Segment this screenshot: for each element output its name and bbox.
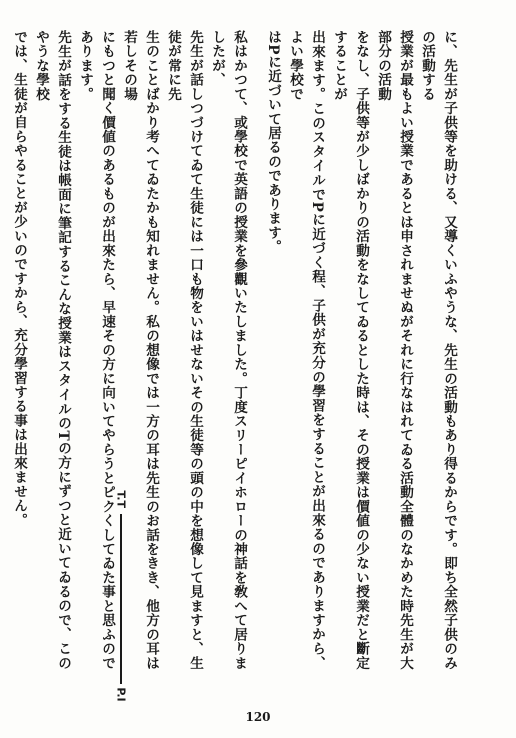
text-line: 授業が最もよい授業であるとは申されませぬがそれに行なはれてゐる活動全體のなかめた時先生が大部分の活動	[375, 30, 413, 670]
diagram-label-p: P.I	[114, 687, 128, 702]
text-line: に、先生が子供等を助ける、又導くいふやうな、先生の活動もあり得るからです。即ち全然子供のみの活動する	[419, 30, 457, 670]
body-text	[0, 30, 460, 670]
text-line: 出來ます。このスタイルでPに近づく程、子供が充分の學習をすることが出來るのでありますから、よい學校で	[287, 30, 325, 670]
page-number: 120	[245, 710, 271, 724]
text-line: 先生が話をする生徒は帳面に筆記するこんな授業はスタイルのTの方にずつと近いてゐるので、このやうな學校	[33, 30, 71, 670]
diagram-label-t: T.T	[114, 490, 128, 509]
text-line: 私はかつて、或學校で英語の授業を參觀いたしました。丁度スリーピイホローの神話を敎へて居りましたが、	[209, 30, 247, 670]
style-diagram	[110, 490, 132, 710]
text-line: では、生徒が自らやることが少いのですから、充分學習する事は出來ません。	[11, 30, 27, 527]
diagram-rule	[120, 514, 122, 684]
paragraph-break	[250, 30, 262, 670]
paragraph-break	[0, 30, 8, 670]
text-line: にもつと聞く價値のあるものが出來たら、早速その方に向いてやらうとピクくしてゐた事と思ふのであります。	[77, 30, 115, 670]
text-line: をなし、子供等が少しばかりの活動をなしてゐるとした時は、その授業は價値の少ない授業だと斷定することが	[331, 30, 369, 670]
text-line: 生のことばかり考へてゐたかも知れません。私の想像では一方の耳は先生のお話をきき、他方の耳は若しその場	[121, 30, 159, 670]
text-line: はPに近づいて居るのであります。	[265, 30, 281, 254]
text-line: 先生が話しつづけてゐて生徒には一口も物をいはせないその生徒等の頭の中を想像して見ますと、生徒が常に先	[165, 30, 203, 670]
